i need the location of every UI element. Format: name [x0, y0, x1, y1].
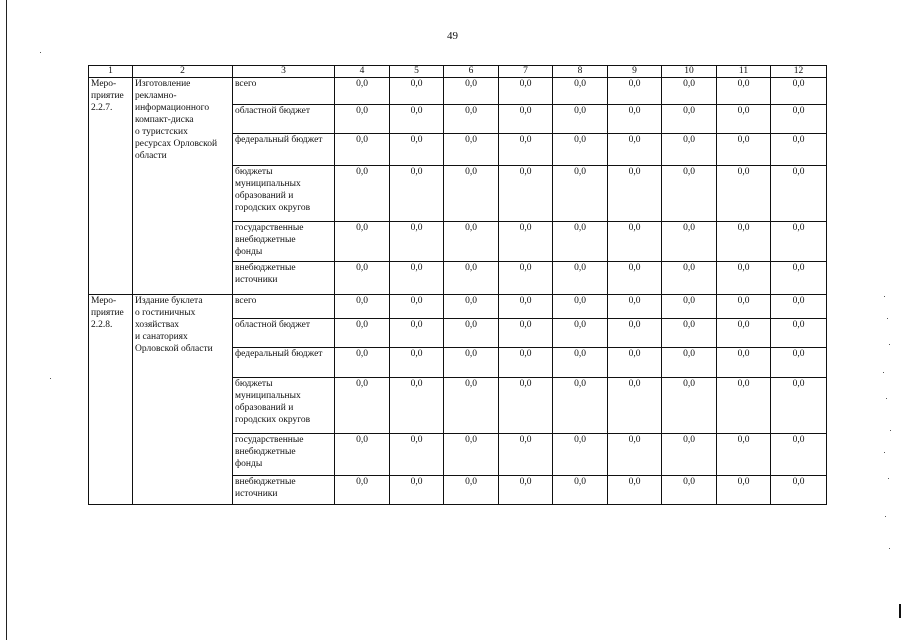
value-cell: 0,0	[662, 319, 717, 348]
scan-speck	[890, 430, 891, 431]
value-cell: 0,0	[717, 319, 771, 348]
value-cell: 0,0	[771, 78, 827, 105]
value-cell: 0,0	[335, 348, 390, 378]
value-cell: 0,0	[390, 434, 444, 476]
value-cell: 0,0	[499, 166, 553, 222]
value-cell: 0,0	[335, 134, 390, 166]
value-cell: 0,0	[717, 348, 771, 378]
funding-source: бюджеты муниципальных образований и городских округов	[233, 166, 335, 222]
scan-speck	[887, 318, 888, 319]
value-cell: 0,0	[444, 434, 499, 476]
value-cell: 0,0	[662, 295, 717, 319]
value-cell: 0,0	[444, 166, 499, 222]
value-cell: 0,0	[499, 476, 553, 505]
value-cell: 0,0	[444, 78, 499, 105]
value-cell: 0,0	[608, 78, 662, 105]
page-number: 49	[447, 30, 458, 42]
header-row	[89, 66, 827, 78]
value-cell: 0,0	[771, 476, 827, 505]
value-cell: 0,0	[608, 434, 662, 476]
value-cell: 0,0	[335, 166, 390, 222]
column-header: 5	[390, 66, 444, 78]
funding-source: государственные внебюджетные фонды	[233, 222, 335, 262]
scan-speck	[883, 372, 884, 373]
value-cell: 0,0	[335, 319, 390, 348]
value-cell: 0,0	[553, 348, 608, 378]
funding-source: бюджеты муниципальных образований и городских округов	[233, 378, 335, 434]
funding-source: всего	[233, 295, 335, 319]
value-cell: 0,0	[662, 78, 717, 105]
funding-source: внебюджетные источники	[233, 476, 335, 505]
measure-label: Меро- приятие 2.2.7.	[89, 78, 133, 295]
value-cell: 0,0	[553, 78, 608, 105]
scan-speck	[888, 478, 889, 479]
value-cell: 0,0	[499, 222, 553, 262]
value-cell: 0,0	[499, 378, 553, 434]
value-cell: 0,0	[771, 295, 827, 319]
value-cell: 0,0	[717, 222, 771, 262]
funding-source: федеральный бюджет	[233, 134, 335, 166]
value-cell: 0,0	[608, 295, 662, 319]
value-cell: 0,0	[335, 434, 390, 476]
value-cell: 0,0	[390, 476, 444, 505]
value-cell: 0,0	[662, 262, 717, 295]
funding-source: всего	[233, 78, 335, 105]
value-cell: 0,0	[390, 166, 444, 222]
value-cell: 0,0	[553, 166, 608, 222]
value-cell: 0,0	[771, 134, 827, 166]
value-cell: 0,0	[608, 378, 662, 434]
value-cell: 0,0	[444, 262, 499, 295]
value-cell: 0,0	[335, 262, 390, 295]
column-header: 8	[553, 66, 608, 78]
scan-speck	[884, 296, 885, 297]
value-cell: 0,0	[390, 348, 444, 378]
value-cell: 0,0	[499, 262, 553, 295]
scan-speck	[886, 398, 887, 399]
value-cell: 0,0	[444, 222, 499, 262]
value-cell: 0,0	[662, 476, 717, 505]
value-cell: 0,0	[608, 348, 662, 378]
value-cell: 0,0	[662, 222, 717, 262]
value-cell: 0,0	[390, 134, 444, 166]
left-margin-rule	[6, 0, 7, 640]
value-cell: 0,0	[553, 434, 608, 476]
value-cell: 0,0	[390, 295, 444, 319]
value-cell: 0,0	[662, 348, 717, 378]
value-cell: 0,0	[553, 378, 608, 434]
measure-name: Издание буклета о гостиничных хозяйствах и санаториях Орловской области	[133, 295, 233, 505]
margin-mark	[899, 604, 901, 618]
value-cell: 0,0	[771, 434, 827, 476]
value-cell: 0,0	[444, 319, 499, 348]
value-cell: 0,0	[771, 348, 827, 378]
column-header: 12	[771, 66, 827, 78]
column-header: 4	[335, 66, 390, 78]
value-cell: 0,0	[662, 134, 717, 166]
value-cell: 0,0	[608, 222, 662, 262]
measure-name: Изготовление рекламно- информационного компакт-диска о туристских ресурсах Орловской области	[133, 78, 233, 295]
funding-source: внебюджетные источники	[233, 262, 335, 295]
value-cell: 0,0	[608, 319, 662, 348]
value-cell: 0,0	[717, 166, 771, 222]
value-cell: 0,0	[553, 105, 608, 134]
column-header: 2	[133, 66, 233, 78]
value-cell: 0,0	[499, 134, 553, 166]
measure-label: Меро- приятие 2.2.8.	[89, 295, 133, 505]
value-cell: 0,0	[335, 295, 390, 319]
value-cell: 0,0	[553, 295, 608, 319]
value-cell: 0,0	[717, 105, 771, 134]
value-cell: 0,0	[390, 222, 444, 262]
scan-speck	[889, 344, 890, 345]
value-cell: 0,0	[717, 476, 771, 505]
scan-speck	[50, 378, 51, 379]
value-cell: 0,0	[608, 105, 662, 134]
value-cell: 0,0	[771, 262, 827, 295]
value-cell: 0,0	[717, 378, 771, 434]
value-cell: 0,0	[499, 105, 553, 134]
value-cell: 0,0	[608, 166, 662, 222]
table-row	[89, 295, 827, 319]
value-cell: 0,0	[390, 319, 444, 348]
column-header: 6	[444, 66, 499, 78]
value-cell: 0,0	[717, 78, 771, 105]
value-cell: 0,0	[553, 319, 608, 348]
value-cell: 0,0	[771, 105, 827, 134]
value-cell: 0,0	[390, 378, 444, 434]
budget-table	[88, 65, 827, 505]
value-cell: 0,0	[444, 476, 499, 505]
funding-source: областной бюджет	[233, 105, 335, 134]
value-cell: 0,0	[662, 434, 717, 476]
table-body	[89, 78, 827, 505]
value-cell: 0,0	[335, 222, 390, 262]
value-cell: 0,0	[717, 262, 771, 295]
value-cell: 0,0	[444, 295, 499, 319]
value-cell: 0,0	[717, 134, 771, 166]
value-cell: 0,0	[335, 105, 390, 134]
value-cell: 0,0	[553, 476, 608, 505]
value-cell: 0,0	[608, 134, 662, 166]
value-cell: 0,0	[771, 319, 827, 348]
funding-source: государственные внебюджетные фонды	[233, 434, 335, 476]
column-header: 9	[608, 66, 662, 78]
value-cell: 0,0	[390, 262, 444, 295]
funding-source: областной бюджет	[233, 319, 335, 348]
scan-speck	[40, 52, 41, 53]
value-cell: 0,0	[662, 378, 717, 434]
value-cell: 0,0	[553, 262, 608, 295]
value-cell: 0,0	[717, 434, 771, 476]
value-cell: 0,0	[444, 105, 499, 134]
value-cell: 0,0	[662, 166, 717, 222]
value-cell: 0,0	[390, 78, 444, 105]
value-cell: 0,0	[771, 378, 827, 434]
column-header: 11	[717, 66, 771, 78]
value-cell: 0,0	[444, 378, 499, 434]
value-cell: 0,0	[444, 134, 499, 166]
value-cell: 0,0	[662, 105, 717, 134]
column-header: 3	[233, 66, 335, 78]
value-cell: 0,0	[335, 378, 390, 434]
value-cell: 0,0	[444, 348, 499, 378]
value-cell: 0,0	[499, 295, 553, 319]
value-cell: 0,0	[771, 166, 827, 222]
value-cell: 0,0	[717, 295, 771, 319]
table-row	[89, 78, 827, 105]
value-cell: 0,0	[335, 78, 390, 105]
value-cell: 0,0	[499, 348, 553, 378]
column-header: 7	[499, 66, 553, 78]
value-cell: 0,0	[390, 105, 444, 134]
column-header: 10	[662, 66, 717, 78]
value-cell: 0,0	[499, 78, 553, 105]
value-cell: 0,0	[553, 222, 608, 262]
value-cell: 0,0	[499, 434, 553, 476]
scan-speck	[884, 452, 885, 453]
column-header: 1	[89, 66, 133, 78]
value-cell: 0,0	[608, 476, 662, 505]
value-cell: 0,0	[499, 319, 553, 348]
scan-speck	[885, 516, 886, 517]
funding-source: федеральный бюджет	[233, 348, 335, 378]
value-cell: 0,0	[608, 262, 662, 295]
value-cell: 0,0	[335, 476, 390, 505]
scan-speck	[889, 548, 890, 549]
value-cell: 0,0	[771, 222, 827, 262]
value-cell: 0,0	[553, 134, 608, 166]
